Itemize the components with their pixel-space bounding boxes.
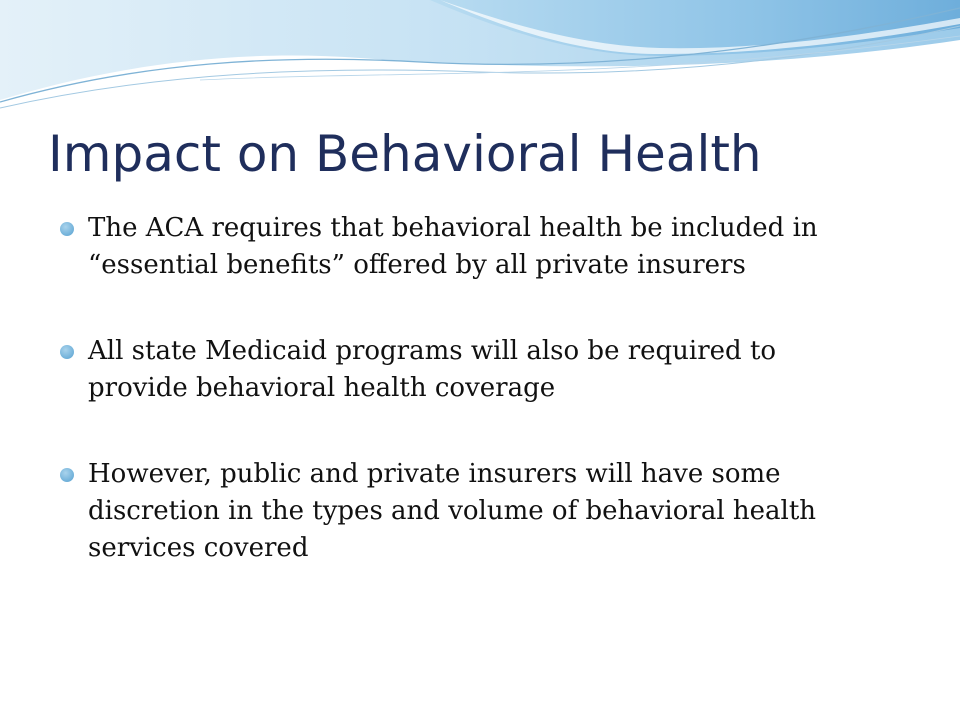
header-wave-decoration xyxy=(0,0,960,110)
bullet-dot-icon xyxy=(60,345,74,359)
bullet-list xyxy=(60,210,880,616)
bullet-dot-icon xyxy=(60,468,74,482)
bullet-item xyxy=(60,333,880,407)
bullet-text: All state Medicaid programs will also be required to provide behavioral health coverage xyxy=(88,336,777,403)
slide-title: Impact on Behavioral Health xyxy=(48,125,762,183)
bullet-text: However, public and private insurers will have some discretion in the types and volume of behavioral health services covered xyxy=(88,459,817,563)
bullet-dot-icon xyxy=(60,222,74,236)
bullet-item xyxy=(60,456,880,567)
bullet-item xyxy=(60,210,880,284)
bullet-text: The ACA requires that behavioral health be included in “essential benefits” offered by all private insurers xyxy=(88,213,818,280)
